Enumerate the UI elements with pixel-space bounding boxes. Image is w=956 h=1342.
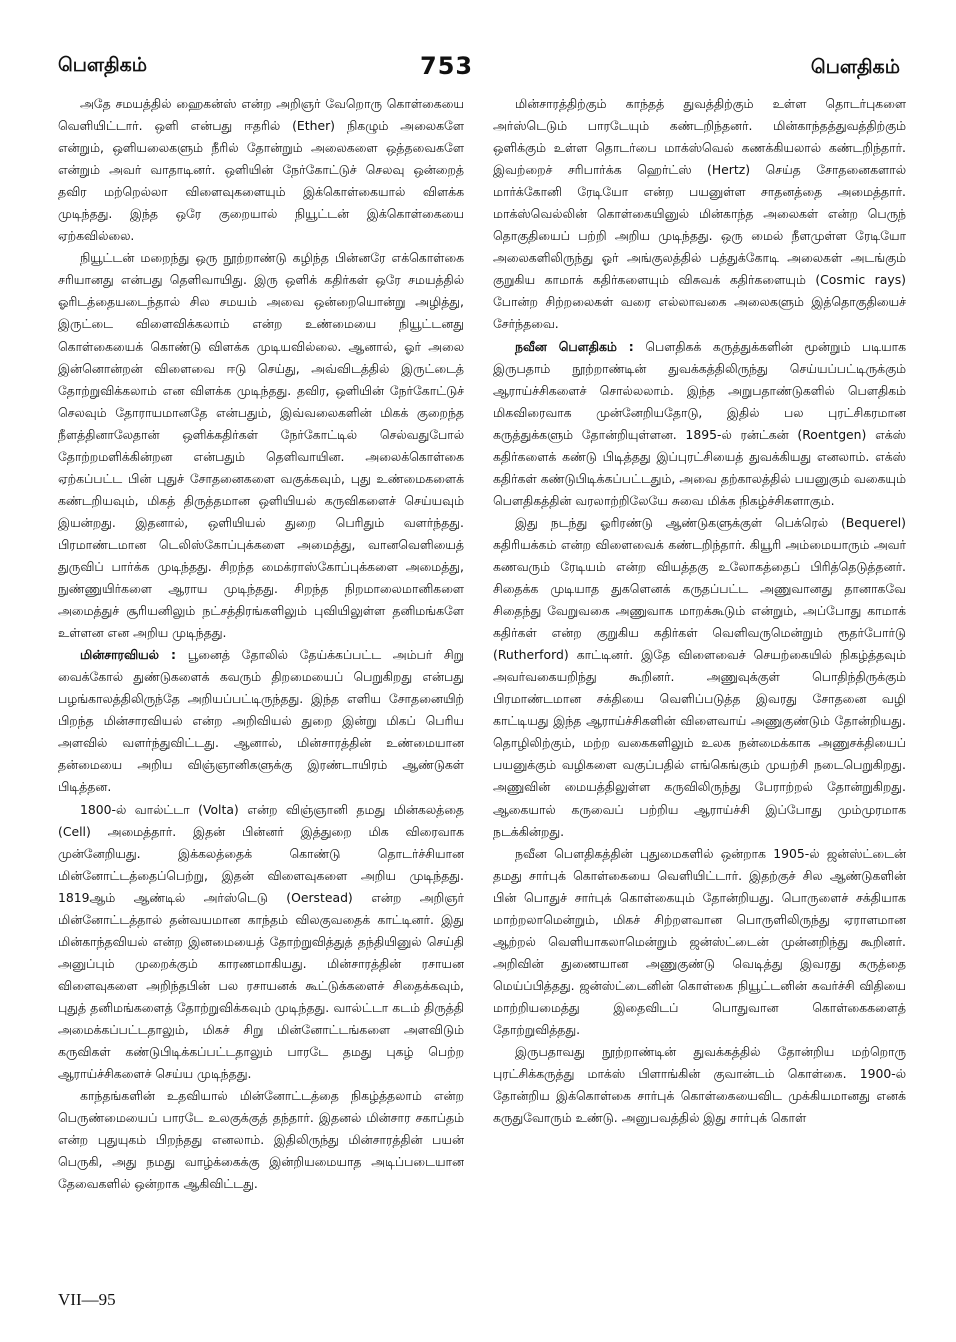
section-heading: நவீன பௌதிகம் :	[515, 338, 634, 354]
page-header	[0, 0, 956, 90]
volume-page-marker: VII—95	[58, 1290, 116, 1309]
right-column	[493, 93, 906, 1293]
running-head-left: பௌதிகம்	[58, 54, 148, 76]
paragraph: நியூட்டன் மறைந்து ஒரு நூற்றாண்டு கழிந்த பின்னரே எக்கொள்கை சரியானது என்பது தெளிவாயிது. இரு ஒளிக் கதிர்கள் ஒரே சமயத்தில் ஓரிடத்தையடைந்தால் சில சமயம் அவை ஒன்றையொன்று அழித்து, இருட்டை விளைவிக்கலாம் என்ற உண்மையை நியூட்டனது கொள்கையைக் கொண்டு விளக்க முடியவில்லை. ஆனால், ஓர் அலை இன்னொன்றன் விளைவை ஈடு செய்து, அவ்விடத்தில் இருட்டைத் தோற்றுவிக்கலாம் என விளக்க முடிந்தது. தவிர, ஒளியின் நேர்கோட்டுச் செலவும் தோராயமானதே என்பதும், இவ்வலைகளின் மிகக் குறைந்த நீளத்தினாலேதான் ஒளிக்கதிர்கள் நேர்கோட்டில் செல்வதுபோல் தோற்றமளிக்கின்றன என்பதும் தெளிவாயின. அலைக்கொள்கை ஏற்கப்பட்ட பின் புதுச் சோதனைகளை வகுக்கவும், புது உண்மைகளைக் கண்டறியவும், மிகத் திருத்தமான ஒளியியல் கருவிகளைச் செய்யவும் இயன்றது. இதனால், ஒளியியல் துறை பெரிதும் வளர்ந்தது. பிரமாண்டமான டெலிஸ்கோப்புக்களை அமைத்து, வானவெளியைத் துருவிப் பார்க்க முடிந்தது. சிறந்த மைக்ராஸ்கோப்புக்களை அமைத்து, நுண்ணுயிர்களை ஆராய முடிந்தது. சிறந்த நிறமாலைமானிகளை அமைத்துச் சூரியனிலும் நட்சத்திரங்களிலும் புவியிலுள்ள தனிமங்களே உள்ளன என அறிய முடிந்தது.	[58, 250, 464, 641]
paragraph: அதே சமயத்தில் ஹைகன்ஸ் என்ற அறிஞர் வேறொரு கொள்கையை வெளியிட்டார். ஒளி என்பது ஈதரில் (Ether) நிகழும் அலைகளே என்றும், ஒளியலைகளும் நீரில் தோன்றும் அலைகளை ஒத்தவைகளே என்றும் அவர் வாதாடினர். ஒளியின் நேர்கோட்டுச் செலவு ஒன்றைத் தவிர மற்றெல்லா விளைவுகளையும் இக்கொள்கையால் விளக்க முடிந்தது. இந்த ஒரே குறையால் நியூட்டன் இக்கொள்கையை ஏற்கவில்லை.	[58, 96, 464, 244]
running-head-right: பௌதிகம்	[810, 56, 900, 78]
page-number: 753	[420, 52, 474, 80]
paragraph: காந்தங்களின் உதவியால் மின்னோட்டத்தை நிகழ்த்தலாம் என்ற பெருண்மையைப் பாரடே உலகுக்குத் தந்தார். இதனல் மின்சார சகாப்தம் என்ற புதுயுகம் பிறந்தது எனலாம். இதிலிருந்து மின்சாரத்தின் பயன் பெருகி, அது நமது வாழ்க்கைக்கு இன்றியமையாத அடிப்படையான தேவைகளில் ஒன்றாக ஆகிவிட்டது.	[58, 1088, 464, 1192]
paragraph: 1800-ல் வால்ட்டா (Volta) என்ற விஞ்ஞானி தமது மின்கலத்தை (Cell) அமைத்தார். இதன் பின்னர் இத்துறை மிக விரைவாக முன்னேறியது. இக்கலத்தைக் கொண்டு தொடர்ச்சியான மின்னோட்டத்தைப்பெற்று, இதன் விளைவுகளை அறிய முடிந்தது. 1819ஆம் ஆண்டில் அர்ஸ்டெடு (Oerstead) என்ற அறிஞர் மின்னோட்டத்தால் தன்வயமான காந்தம் விலகுவதைக் காட்டினர். இது மின்காந்தவியல் என்ற இனமையைத் தோற்றுவித்துத் தந்தியினுல் செய்தி அனுப்பும் முறைக்கும் காரணமாகியது. மின்சாரத்தின் ரசாயன விளைவுகளை அறிந்தபின் பல ரசாயனக் கூட்டுக்களைச் சிதைக்கவும், புதுத் தனிமங்களைத் தோற்றுவிக்கவும் முடிந்தது. வால்ட்டா கடம் திருத்தி அமைக்கப்பட்டதாலும், மிகச் சிறு மின்னோட்டங்களை அளவிடும் கருவிகள் கண்டுபிடிக்கப்பட்டதாலும் பாரடே தமது புகழ் பெற்ற ஆராய்ச்சிகளைச் செய்ய முடிந்தது.	[58, 801, 464, 1082]
paragraph: மின்சாரத்திற்கும் காந்தத் துவத்திற்கும் உள்ள தொடர்புகளை அர்ஸ்டெடும் பாரடேயும் கண்டறிந்தனர். மின்காந்தத்துவத்திற்கும் ஒளிக்கும் உள்ள தொடர்பை மாக்ஸ்வெல் கணக்கியலால் கண்டறிந்தார். இவற்றைச் சரிபார்க்க ஹெர்ட்ஸ் (Hertz) செய்த சோதனைகளால் மார்க்கோனி ரேடியோ என்ற பயனுள்ள சாதனத்தை அமைத்தார். மாக்ஸ்வெல்லின் கொள்கையினுல் மின்காந்த அலைகள் என்ற பெருந் தொகுதியைப் பற்றி அறிய முடிந்தது. ஒரு மைல் நீளமுள்ள ரேடியோ அலைகளிலிருந்து ஓர் அங்குலத்தில் பத்துக்கோடி அலைகள் அடங்கும் குறுகிய காமாக் கதிர்களையும் விசுவக் கதிர்களையும் (Cosmic rays) போன்ற சிற்றலைகள் வரை எல்லாவகை அலைகளும் இத்தொகுதியைச் சேர்ந்தவை.	[493, 96, 906, 332]
section-heading: மின்சாரவியல் :	[80, 647, 176, 663]
paragraph: நவீன பௌதிகத்தின் புதுமைகளில் ஒன்றாக 1905-ல் ஜன்ஸ்ட்டைன் தமது சார்புக் கொள்கையை வெளியிட்டார். இதற்குச் சில ஆண்டுகளின் பின் பொதுச் சார்புக் கொள்கையும் தோன்றியது. பொருளைச் சக்தியாக மாற்றலாமென்றும், மிகச் சிற்றளவான பொருளிலிருந்து ஏராளமான ஆற்றல் வெளியாகலாமென்றும் ஜன்ஸ்ட்டைன் முன்னறிந்து கூறினர். அறிவின் துணையான அணுகுண்டு வெடித்து இவரது கருத்தை மெய்ப்பித்தது. ஜன்ஸ்ட்டைனின் கொள்கை நியூட்டனின் கவர்ச்சி விதியை மாற்றியமைத்து இதைவிடப் பொதுவான கொள்கைகளைத் தோற்றுவித்தது.	[493, 845, 906, 1037]
paragraph-text: பூனைத் தோலில் தேய்க்கப்பட்ட அம்பர் சிறு வைக்கோல் துண்டுகளைக் கவரும் திறமையைப் பெறுகிறது என்பது பழங்காலத்திலிருந்தே அறியப்பட்டிருந்தது. இந்த எளிய சோதனையிற் பிறந்த மின்சாரவியல் என்ற அறிவியல் துறை இன்று மிகப் பெரிய அளவில் வளர்ந்துவிட்டது. ஆனால், மின்சாரத்தின் உண்மையான தன்மையை அறிய விஞ்ஞானிகளுக்கு இரண்டாயிரம் ஆண்டுகள் பிடித்தன.	[58, 647, 464, 795]
paragraph: இருபதாவது நூற்றாண்டின் துவக்கத்தில் தோன்றிய மற்றொரு புரட்சிக்கருத்து மாக்ஸ் பிளாங்கின் குவான்டம் கொள்கை. 1900-ல் தோன்றிய இக்கொள்கை சார்புக் கொள்கையைவிட முக்கியமானது எனக் கருதுவோரும் உண்டு. அனுபவத்தில் இது சார்புக் கொள்	[493, 1044, 906, 1126]
section-paragraph	[493, 336, 906, 512]
paragraph: இது நடந்து ஓரிரண்டு ஆண்டுகளுக்குள் பெக்ரெல் (Bequerel) கதிரியக்கம் என்ற விளைவைக் கண்டறிந்தார். கியூரி அம்மையாரும் அவர் கணவரும் ரேடியம் என்ற வியத்தகு உலோகத்தைப் பிரித்தெடுத்தனர். சிதைக்க முடியாத துகளெனக் கருதப்பட்ட அணுவானது தானாகவே சிதைந்து வேறுவகை அணுவாக மாறக்கூடும் என்றும், அப்போது காமாக் கதிர்கள் என்ற குறுகிய கதிர்கள் வெளிவருமென்றும் ரூதர்போர்டு (Rutherford) காட்டினர். இதே விளைவைச் செயற்கையில் நிகழ்த்தவும் அவர்வகையறிந்து கூறினர். அணுவுக்குள் பொதிந்திருக்கும் பிரமாண்டமான சக்தியை வெளிப்படுத்த இவரது சோதனை வழி காட்டியது இந்த ஆராய்ச்சிகளின் விளைவாய் அணுகுண்டும் தோன்றியது. தொழிலிற்கும், மற்ற வகைகளிலும் உலக நன்மைக்காக அணுசக்தியைப் பயனுக்கும் வழிகளை வகுப்பதில் எங்கெங்கும் முயற்சி நடைபெறுகிறது. அணுவின் மையத்திலுள்ள கருவிலிருந்து பேராற்றல் தோன்றுகிறது. ஆகையால் கருவைப் பற்றிய ஆராய்ச்சி இப்போது மும்முரமாக நடக்கின்றது.	[493, 514, 906, 839]
paragraph-text: பௌதிகக் கருத்துக்களின் மூன்றும் படியாக இருபதாம் நூற்றாண்டின் துவக்கத்திலிருந்து செய்யப்பட்டிருக்கும் ஆராய்ச்சிகளைச் சொல்லலாம். இந்த அறுபதாண்டுகளில் பௌதிகம் மிகவிரைவாக முன்னேறியதோடு, இதில் பல புரட்சிகரமான கருத்துக்களும் தோன்றியுள்ளன. 1895-ல் ரன்ட்கன் (Roentgen) எக்ஸ் கதிர்களைக் கண்டு பிடித்தது இப்புரட்சியைத் துவக்கியது எனலாம். எக்ஸ் கதிர்கள் கண்டுபிடிக்கப்பட்டதும், அவை தற்காலத்தில் பயனுகும் வகையும் பௌதிகத்தின் வரலாற்றிலேயே சுவை மிக்க நிகழ்ச்சிகளாகும்.	[493, 338, 906, 508]
left-column	[58, 93, 464, 1293]
section-paragraph	[58, 644, 464, 798]
